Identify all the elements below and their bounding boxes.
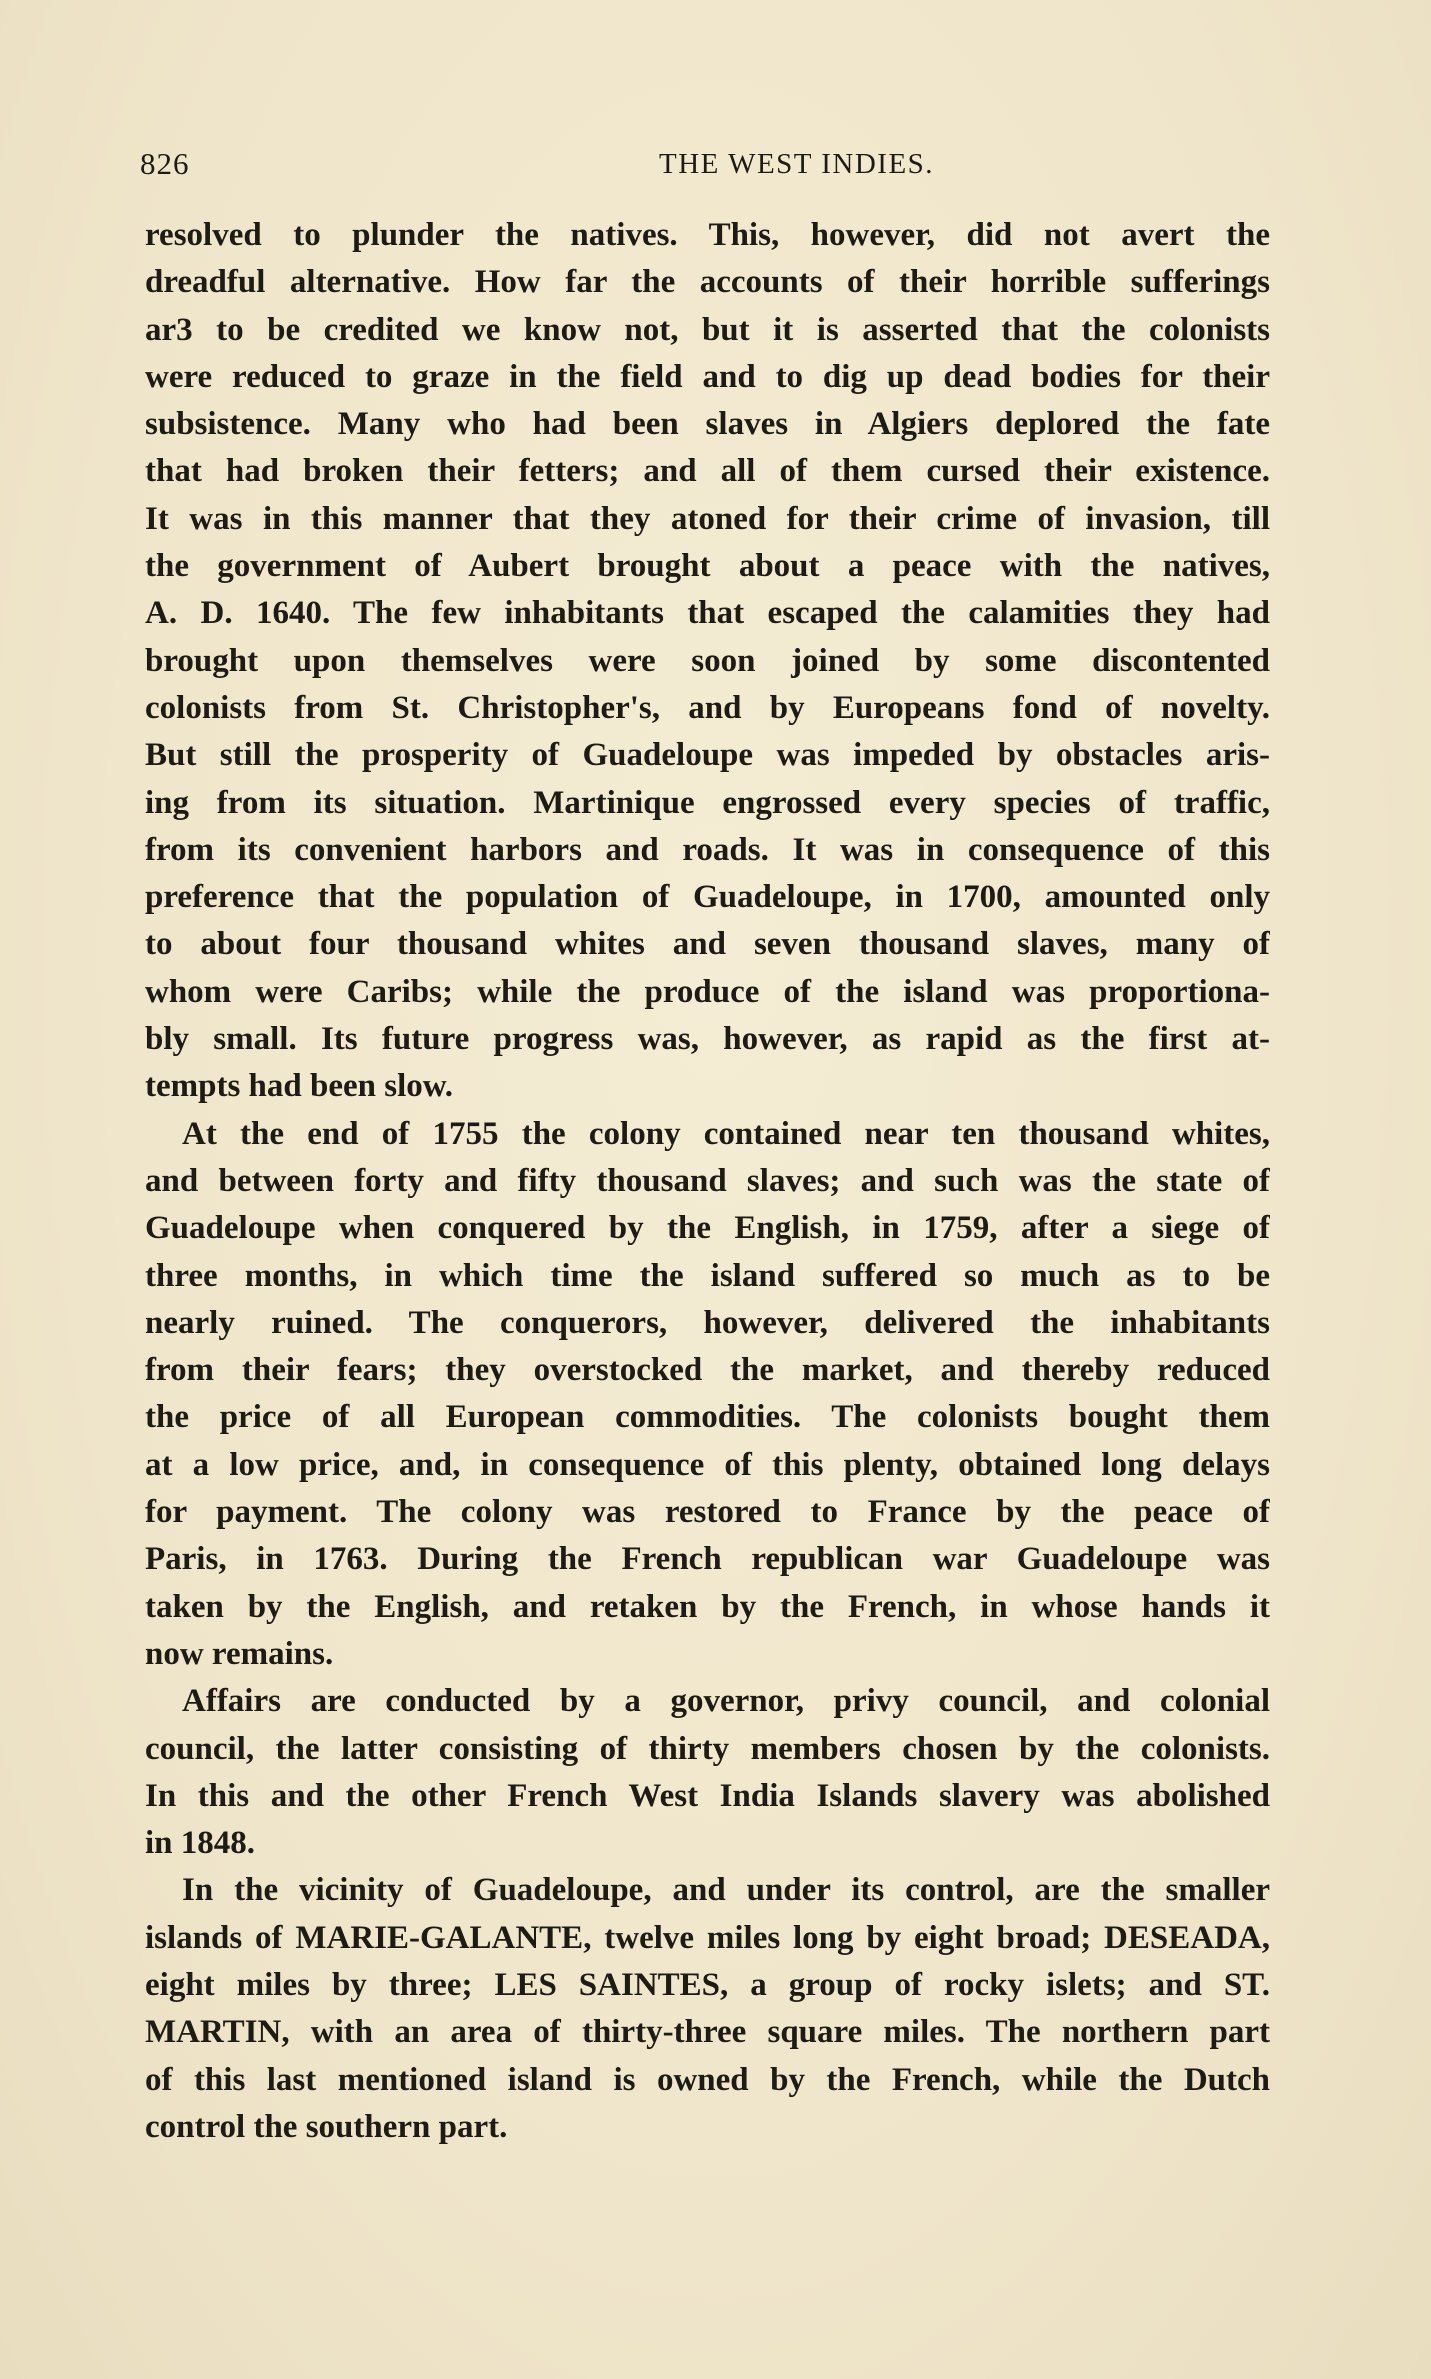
text-line: and between forty and fifty thousand slaves; and such was the state of bbox=[145, 1162, 1270, 1199]
text-line: ar3 to be credited we know not, but it is asserted that the colonists bbox=[145, 311, 1270, 348]
text-line: In the vicinity of Guadeloupe, and under its control, are the smaller bbox=[182, 1872, 1270, 1909]
text-line: eight miles by three; LES SAINTES, a group of rocky islets; and ST. bbox=[145, 1966, 1270, 2003]
text-line: In this and the other French West India Islands slavery was abolished bbox=[145, 1777, 1270, 1814]
text-line: in 1848. bbox=[145, 1825, 256, 1862]
text-line: ing from its situation. Martinique engrossed every species of traffic, bbox=[145, 784, 1270, 821]
text-line: the government of Aubert brought about a peace with the natives, bbox=[145, 548, 1270, 585]
text-line: It was in this manner that they atoned for their crime of invasion, till bbox=[145, 500, 1270, 537]
text-line: of this last mentioned island is owned by the French, while the Dutch bbox=[145, 2061, 1270, 2098]
text-line: resolved to plunder the natives. This, however, did not avert the bbox=[145, 217, 1270, 253]
text-line: for payment. The colony was restored to France by the peace of bbox=[145, 1494, 1270, 1531]
text-line: whom were Caribs; while the produce of the island was proportiona- bbox=[145, 973, 1270, 1010]
body-text bbox=[145, 212, 1270, 2151]
text-line: council, the latter consisting of thirty members chosen by the colonists. bbox=[145, 1730, 1270, 1767]
text-line: dreadful alternative. How far the accounts of their horrible sufferings bbox=[145, 264, 1270, 301]
text-line: the price of all European commodities. The colonists bought them bbox=[145, 1399, 1270, 1436]
page-number: 826 bbox=[140, 146, 190, 181]
text-line: three months, in which time the island suffered so much as to be bbox=[145, 1257, 1270, 1294]
text-line: subsistence. Many who had been slaves in Algiers deplored the fate bbox=[145, 406, 1270, 443]
text-line: But still the prosperity of Guadeloupe was impeded by obstacles aris- bbox=[145, 737, 1270, 774]
text-line: were reduced to graze in the field and to dig up dead bodies for their bbox=[145, 358, 1270, 395]
text-line: nearly ruined. The conquerors, however, delivered the inhabitants bbox=[145, 1304, 1270, 1341]
text-line: Affairs are conducted by a governor, privy council, and colonial bbox=[182, 1683, 1270, 1720]
text-line: Paris, in 1763. During the French republican war Guadeloupe was bbox=[145, 1541, 1270, 1578]
text-line: MARTIN, with an area of thirty-three square miles. The northern part bbox=[145, 2014, 1270, 2051]
page-header bbox=[140, 146, 1270, 186]
text-line: A. D. 1640. The few inhabitants that escaped the calamities they had bbox=[145, 595, 1270, 632]
text-line: colonists from St. Christopher's, and by Europeans fond of novelty. bbox=[145, 689, 1270, 726]
text-line: Guadeloupe when conquered by the English, in 1759, after a siege of bbox=[145, 1210, 1270, 1247]
text-line: bly small. Its future progress was, however, as rapid as the first at- bbox=[145, 1021, 1270, 1058]
text-line: tempts had been slow. bbox=[145, 1068, 454, 1105]
text-line: at a low price, and, in consequence of this plenty, obtained long delays bbox=[145, 1446, 1270, 1483]
text-line: control the southern part. bbox=[145, 2108, 508, 2145]
text-line: islands of MARIE-GALANTE, twelve miles long by eight broad; DESEADA, bbox=[145, 1919, 1270, 1956]
text-line: At the end of 1755 the colony contained near ten thousand whites, bbox=[182, 1115, 1270, 1152]
text-line: now remains. bbox=[145, 1635, 334, 1672]
text-line: to about four thousand whites and seven thousand slaves, many of bbox=[145, 926, 1270, 963]
text-line: brought upon themselves were soon joined by some discontented bbox=[145, 642, 1270, 679]
text-line: from its convenient harbors and roads. It was in consequence of this bbox=[145, 831, 1270, 868]
text-line: taken by the English, and retaken by the French, in whose hands it bbox=[145, 1588, 1270, 1625]
text-line: preference that the population of Guadeloupe, in 1700, amounted only bbox=[145, 879, 1270, 916]
text-line: from their fears; they overstocked the market, and thereby reduced bbox=[145, 1352, 1270, 1389]
text-line: that had broken their fetters; and all of them cursed their existence. bbox=[145, 453, 1270, 490]
running-head: THE WEST INDIES. bbox=[659, 148, 935, 180]
